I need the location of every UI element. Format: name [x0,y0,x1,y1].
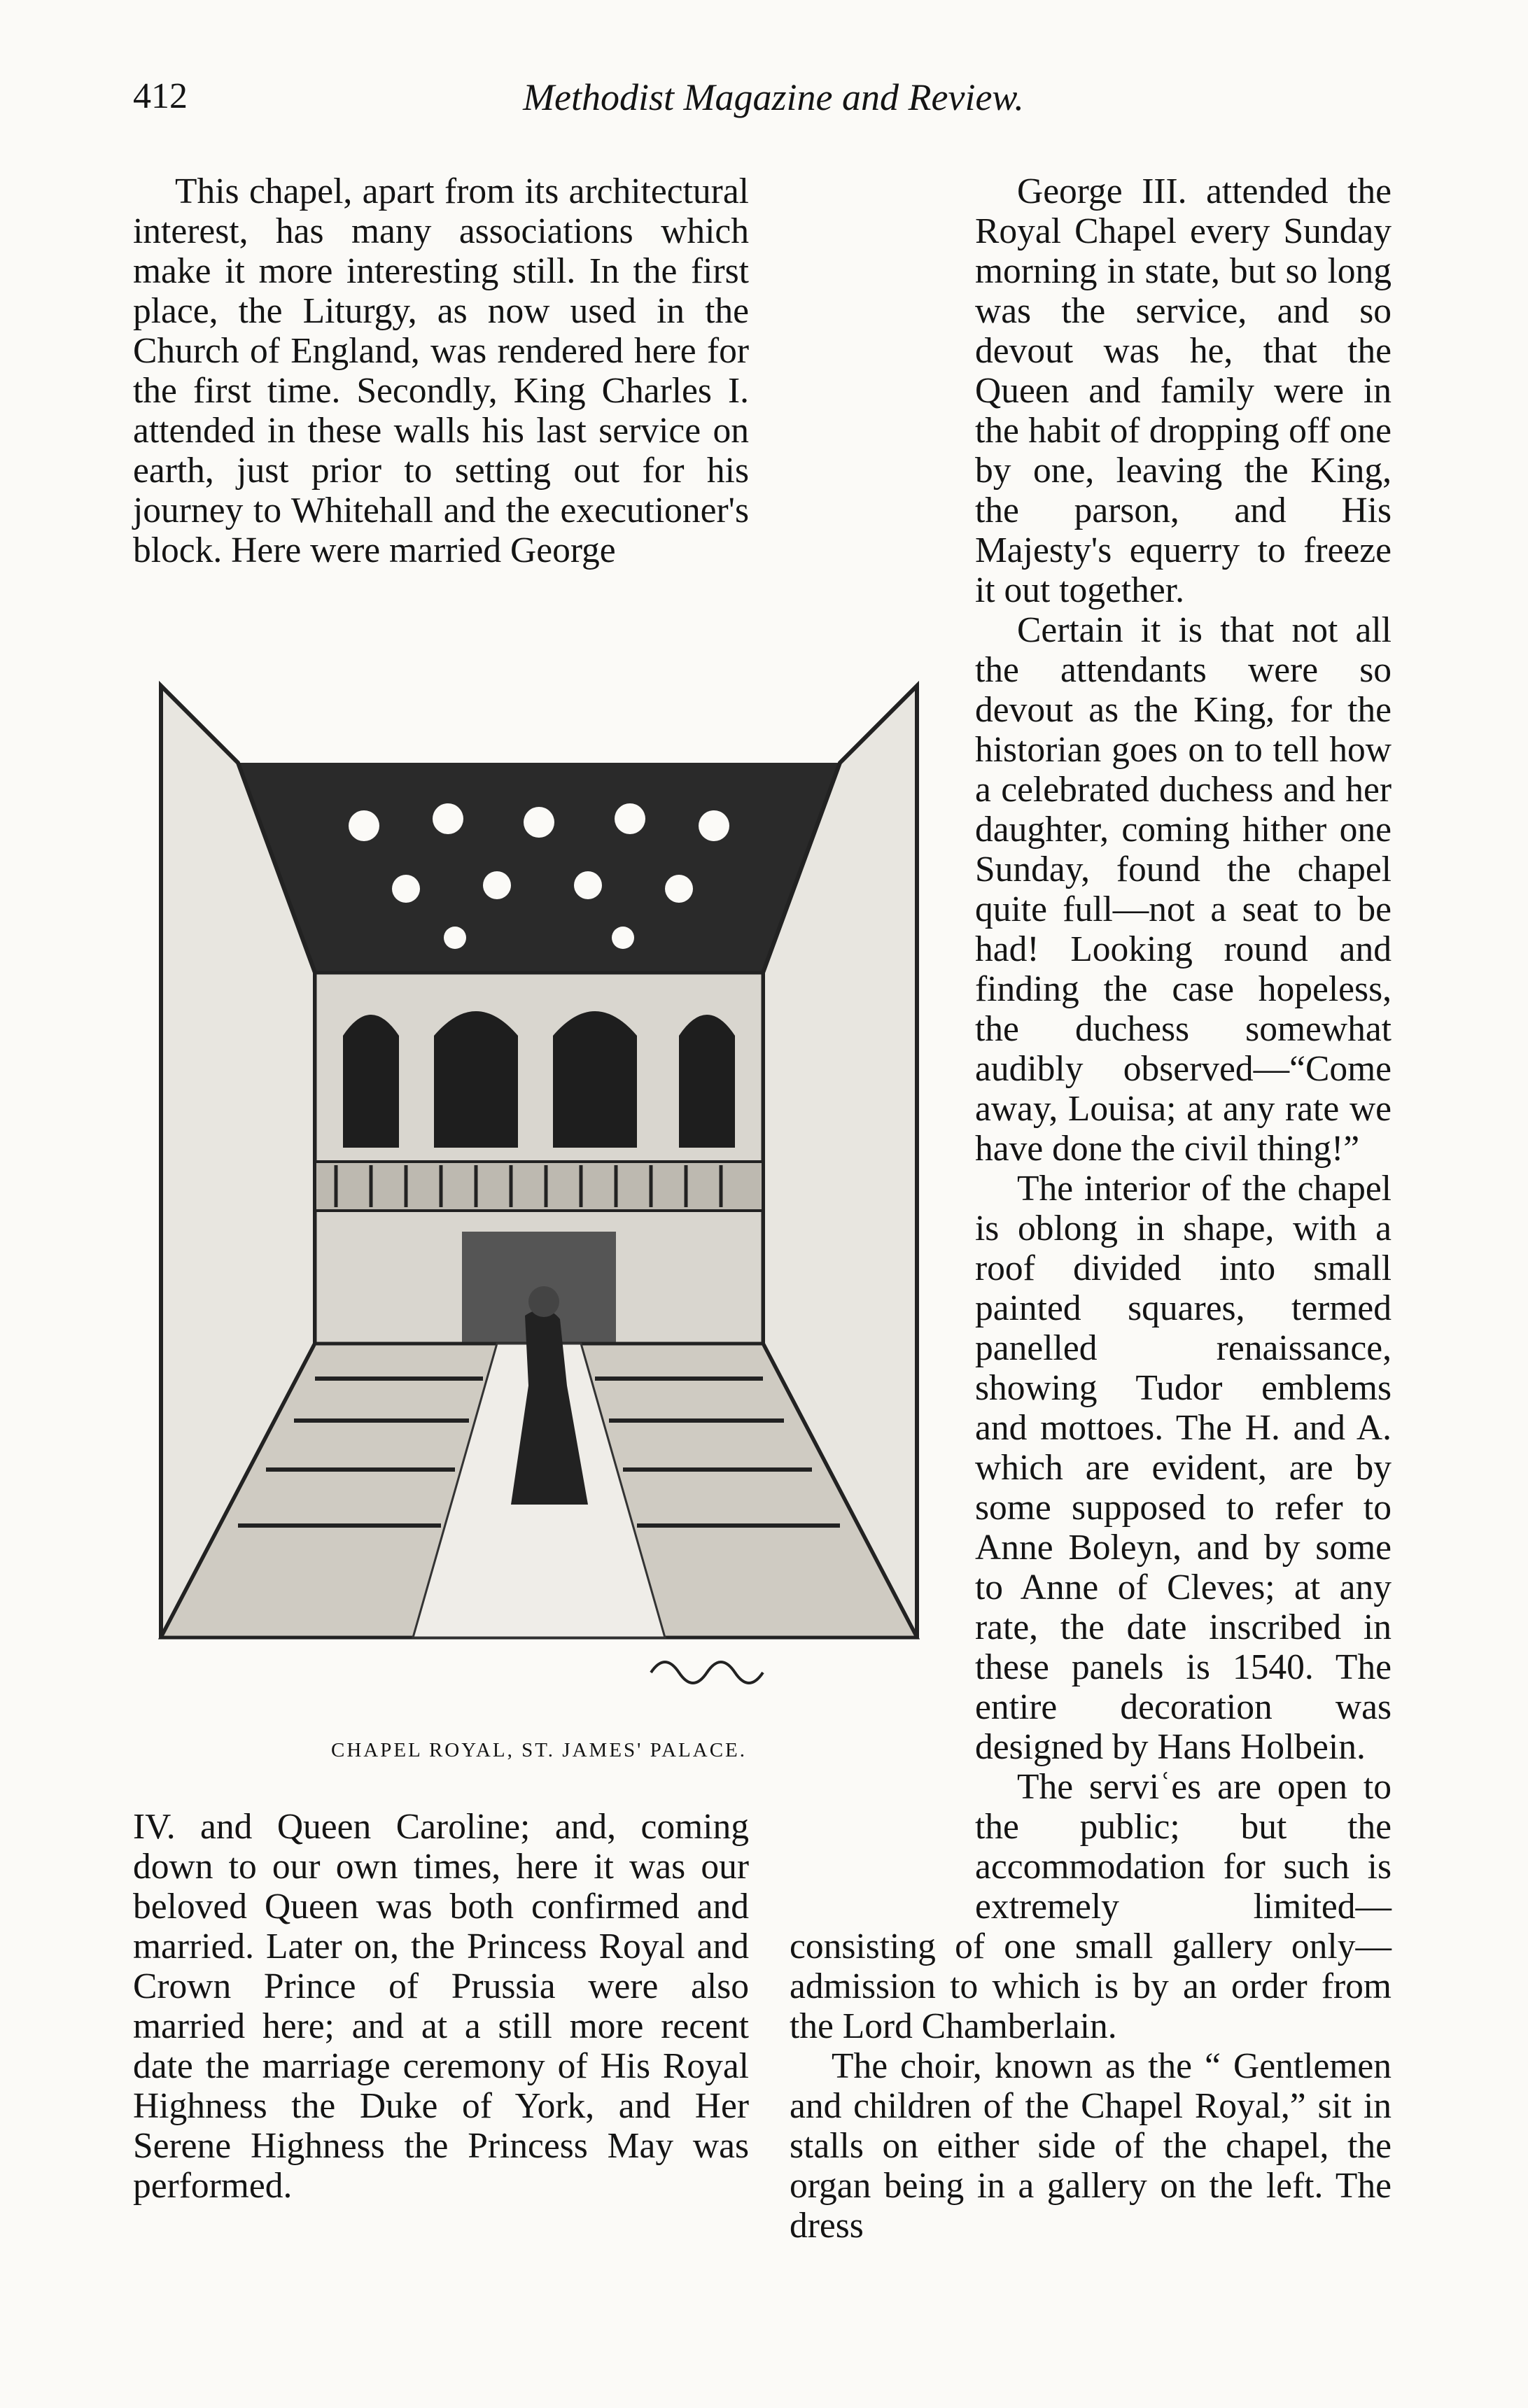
paragraph: George III. attended the Royal Chapel every Sunday morning in state, but so long was the service, and so devout was he, that the Queen and family were in the habit of dropping off one by one, leaving the King, the parson, and His Majesty's equerry to freeze it out together. [975,171,1392,610]
paragraph: This chapel, apart from its architectural interest, has many associations which make it more interesting still. In the first place, the Liturgy, as now used in the Church of England, was rendered here for the first time. Secondly, King Charles I. attended in these walls his last service on earth, just prior to setting out for his journey to Whitehall and the executioner's block. Here were married George [133,171,749,570]
figure-caption: CHAPEL ROYAL, ST. JAMES' PALACE. [330,1739,748,1761]
left-column-bottom [133,1807,749,2206]
illustration-wrap-space [790,650,975,1920]
page-number: 412 [133,76,188,116]
running-title: Methodist Magazine and Review. [523,76,1024,118]
paragraph: The serviʿes are open to the public; but the accommodation for such is extremely limited—consisting of one small gallery only—admission to which is by an order from the Lord Chamberlain. [790,1767,1392,2046]
paragraph: IV. and Queen Caroline; and, coming down to our own times, here it was our beloved Queen was both confirmed and married. Later on, the Princess Royal and Crown Prince of Prussia were also married here; and at a still more recent date the marriage ceremony of His Royal Highness the Duke of York, and Her Serene Highness the Princess May was performed. [133,1807,749,2206]
paragraph: Certain it is that not all the attendants were so devout as the King, for the historian goes on to tell how a celebrated duchess and her daughter, coming hither one Sunday, found the chapel quite full—not a seat to be had! Looking round and finding the case hopeless, the duchess somewhat audibly observed—“Come away, Louisa; at any rate we have done the civil thing!” [975,610,1392,1169]
left-column-top [133,171,749,570]
right-column [790,171,1392,2246]
page-header [133,76,1414,139]
paragraph: The interior of the chapel is oblong in shape, with a roof divided into small painted squares, termed panelled renaissance, showing Tudor emblems and mottoes. The H. and A. which are evident, are by some supposed to refer to Anne Boleyn, and by some to Anne of Cleves; at any rate, the date inscribed in these panels is 1540. The entire decoration was designed by Hans Holbein. [975,1169,1392,1767]
paragraph: The choir, known as the “ Gentlemen and children of the Chapel Royal,” sit in stalls on either side of the chapel, the organ being in a gallery on the left. The dress [790,2046,1392,2246]
